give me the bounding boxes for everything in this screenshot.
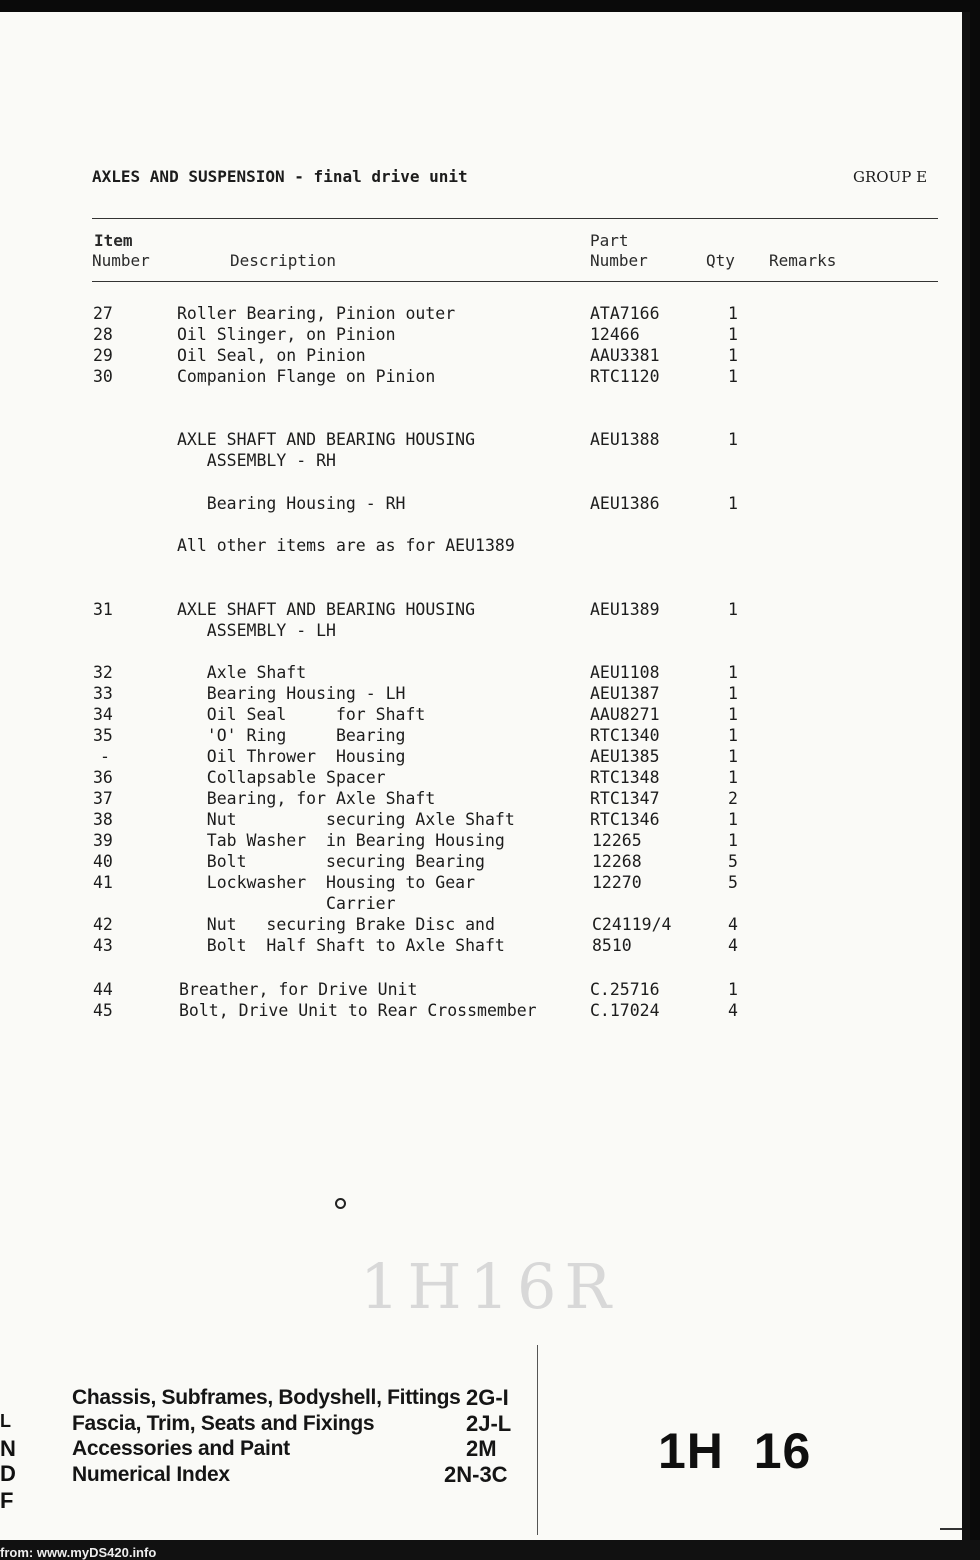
row-part-number: 8510	[592, 936, 632, 955]
row-qty: 4	[728, 1001, 738, 1020]
side-tab-letter: N	[0, 1436, 16, 1461]
row-item: 29	[93, 346, 113, 365]
row-item: 35	[93, 726, 113, 745]
row-item: 32	[93, 663, 113, 682]
index-code: 2J-L	[466, 1411, 512, 1436]
row-qty: 1	[728, 810, 738, 829]
index-code: 2N-3C	[444, 1462, 508, 1487]
row-part-number: AEU1387	[590, 684, 660, 703]
row-part-number: 12466	[590, 325, 640, 344]
row-part-number: C24119/4	[592, 915, 672, 934]
group-label: GROUP E	[853, 168, 928, 186]
row-qty: 1	[728, 346, 738, 365]
row-item: 31	[93, 600, 113, 619]
row-item: 37	[93, 789, 113, 808]
row-part-number: 12270	[592, 873, 642, 892]
row-part-number: AEU1386	[590, 494, 660, 513]
row-description: Collapsable Spacer	[177, 768, 386, 787]
row-qty: 1	[728, 325, 738, 344]
row-description: Bolt securing Bearing	[177, 852, 485, 871]
col-description: Description	[230, 251, 336, 270]
page-right-edge	[962, 12, 970, 1550]
row-part-number: C.17024	[590, 1001, 660, 1020]
row-description: Oil Seal for Shaft	[177, 705, 426, 724]
row-qty: 1	[728, 367, 738, 386]
row-qty: 1	[728, 430, 738, 449]
row-qty: 2	[728, 789, 738, 808]
row-qty: 1	[728, 831, 738, 850]
row-description: Axle Shaft	[177, 663, 307, 682]
footer-divider	[537, 1345, 538, 1535]
source-watermark: from: www.myDS420.info	[0, 1545, 157, 1560]
row-part-number: RTC1348	[590, 768, 660, 787]
row-part-number: 12265	[592, 831, 642, 850]
index-code: 2M	[466, 1436, 497, 1461]
page-title: AXLES AND SUSPENSION - final drive unit	[92, 167, 468, 186]
row-description: Roller Bearing, Pinion outer	[177, 304, 456, 323]
row-qty: 5	[728, 873, 738, 892]
row-description: 'O' Ring Bearing	[177, 726, 406, 745]
row-description: Nut securing Brake Disc and	[177, 915, 495, 934]
handwritten-page-ref: 1H16R	[360, 1250, 620, 1323]
row-description: ASSEMBLY - LH	[177, 621, 336, 640]
side-tab-letter: D	[0, 1461, 16, 1486]
row-qty: 1	[728, 747, 738, 766]
col-part-line2: Number	[590, 251, 648, 270]
row-part-number: RTC1347	[590, 789, 660, 808]
row-description: Oil Slinger, on Pinion	[177, 325, 396, 344]
row-item: 28	[93, 325, 113, 344]
row-part-number: AEU1385	[590, 747, 660, 766]
row-description: Tab Washer in Bearing Housing	[177, 831, 505, 850]
row-part-number: AAU8271	[590, 705, 660, 724]
row-description: Bearing Housing - LH	[177, 684, 406, 703]
row-qty: 1	[728, 304, 738, 323]
side-tab-letter: L	[0, 1411, 11, 1431]
row-item: 44	[93, 980, 113, 999]
row-item: 42	[93, 915, 113, 934]
row-item: 30	[93, 367, 113, 386]
row-qty: 1	[728, 768, 738, 787]
row-item: 40	[93, 852, 113, 871]
corner-mark	[940, 1528, 962, 1530]
row-qty: 1	[728, 663, 738, 682]
row-qty: 1	[728, 726, 738, 745]
row-part-number: AEU1389	[590, 600, 660, 619]
row-part-number: RTC1340	[590, 726, 660, 745]
col-part-line1: Part	[590, 231, 629, 250]
row-description: All other items are as for AEU1389	[177, 536, 515, 555]
row-item: 33	[93, 684, 113, 703]
row-part-number: 12268	[592, 852, 642, 871]
row-part-number: RTC1346	[590, 810, 660, 829]
row-item: 27	[93, 304, 113, 323]
index-code: 2G-I	[466, 1385, 509, 1410]
row-qty: 4	[728, 915, 738, 934]
row-part-number: ATA7166	[590, 304, 660, 323]
row-description: Breather, for Drive Unit	[179, 980, 418, 999]
row-qty: 1	[728, 684, 738, 703]
row-description: Oil Seal, on Pinion	[177, 346, 366, 365]
row-description: ASSEMBLY - RH	[177, 451, 336, 470]
index-label: Fascia, Trim, Seats and Fixings	[72, 1412, 375, 1435]
row-description: Carrier	[177, 894, 396, 913]
row-description: Nut securing Axle Shaft	[177, 810, 515, 829]
page-code: 1H 16	[658, 1423, 812, 1479]
row-description: AXLE SHAFT AND BEARING HOUSING	[177, 600, 476, 619]
col-remarks: Remarks	[769, 251, 837, 270]
index-label: Accessories and Paint	[72, 1437, 290, 1460]
row-item: 39	[93, 831, 113, 850]
row-description: Lockwasher Housing to Gear	[177, 873, 476, 892]
row-qty: 1	[728, 705, 738, 724]
row-description: Bolt Half Shaft to Axle Shaft	[177, 936, 505, 955]
row-description: Oil Thrower Housing	[177, 747, 406, 766]
pencil-mark	[335, 1198, 346, 1209]
row-qty: 1	[728, 600, 738, 619]
side-tab-letter: F	[0, 1488, 14, 1513]
index-label: Chassis, Subframes, Bodyshell, Fittings	[72, 1386, 461, 1409]
row-item: 41	[93, 873, 113, 892]
row-part-number: RTC1120	[590, 367, 660, 386]
row-description: Companion Flange on Pinion	[177, 367, 436, 386]
row-part-number: AEU1388	[590, 430, 660, 449]
row-description: Bearing, for Axle Shaft	[177, 789, 436, 808]
row-item: 45	[93, 1001, 113, 1020]
row-item: 43	[93, 936, 113, 955]
index-label: Numerical Index	[72, 1463, 230, 1486]
row-part-number: C.25716	[590, 980, 660, 999]
row-qty: 4	[728, 936, 738, 955]
header-rule-bottom	[92, 281, 938, 282]
row-part-number: AAU3381	[590, 346, 660, 365]
row-qty: 5	[728, 852, 738, 871]
col-item-line2: Number	[92, 251, 150, 270]
col-item-line1: Item	[94, 231, 133, 250]
row-item: -	[100, 747, 110, 766]
row-item: 36	[93, 768, 113, 787]
row-item: 38	[93, 810, 113, 829]
row-item: 34	[93, 705, 113, 724]
row-description: Bearing Housing - RH	[177, 494, 406, 513]
row-qty: 1	[728, 494, 738, 513]
row-description: AXLE SHAFT AND BEARING HOUSING	[177, 430, 476, 449]
header-rule-top	[92, 218, 938, 219]
row-part-number: AEU1108	[590, 663, 660, 682]
col-qty: Qty	[706, 251, 735, 270]
row-description: Bolt, Drive Unit to Rear Crossmember	[179, 1001, 537, 1020]
row-qty: 1	[728, 980, 738, 999]
